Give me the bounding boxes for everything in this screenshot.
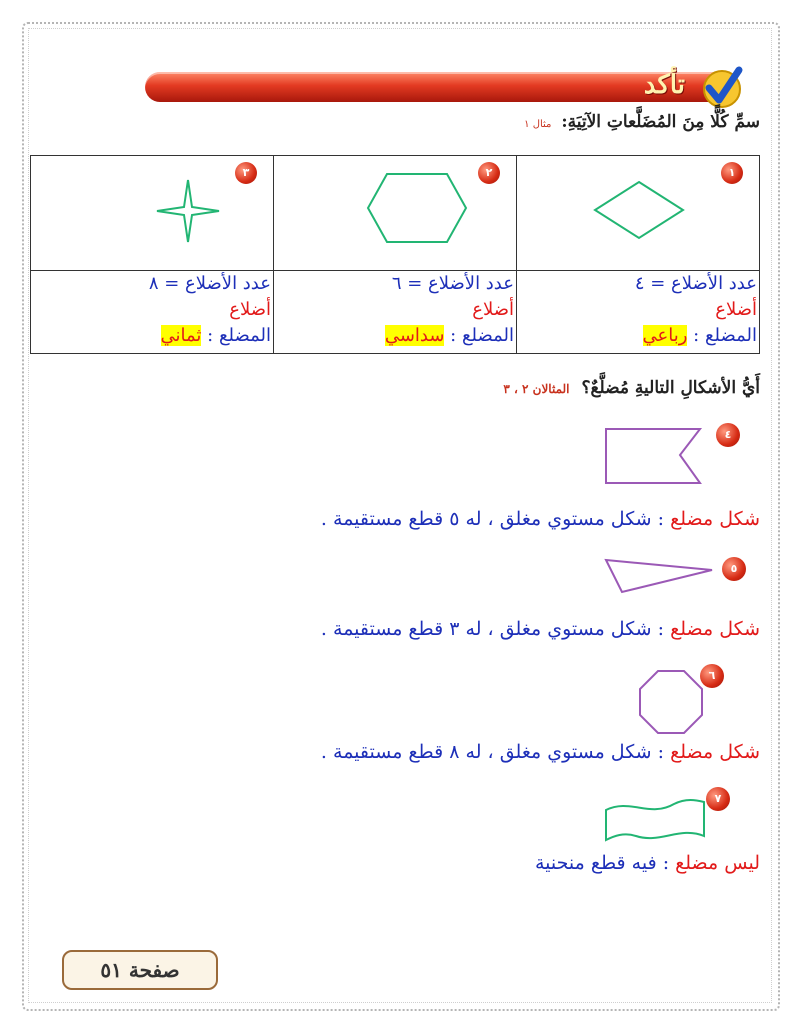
shape-cell-2 — [274, 156, 517, 271]
sides-count: عدد الأضلاع = ٨ — [148, 273, 271, 294]
exercise-number-badge: ٦ — [700, 664, 724, 688]
page-number-box: صفحة ٥١ — [62, 950, 218, 990]
header-title: تأكد — [643, 70, 685, 100]
exercise-number-badge: ٥ — [722, 557, 746, 581]
polygon-name-line — [276, 323, 514, 349]
answer-item-7 — [535, 852, 760, 874]
shape-cell-3 — [31, 156, 274, 271]
answer-label: شكل مضلع — [670, 618, 760, 640]
sides-word: أضلاع — [715, 299, 757, 320]
exercise-number-badge: ١ — [721, 162, 743, 184]
star-shape — [153, 176, 223, 246]
octagon-shape — [636, 667, 706, 737]
shape-cell-1 — [517, 156, 760, 271]
answer-cell-3 — [31, 271, 274, 354]
answer-explanation: : فيه قطع منحنية — [534, 852, 670, 874]
answer-cell-1 — [517, 271, 760, 354]
answer-label: شكل مضلع — [670, 741, 760, 763]
exercise-number-badge: ٤ — [716, 423, 740, 447]
curved-shape — [600, 796, 710, 846]
answer-explanation: : شكل مستوي مغلق ، له ٨ قطع مستقيمة . — [320, 741, 665, 763]
flag-pentagon-shape — [600, 425, 710, 495]
polygon-name: رباعي — [642, 325, 688, 346]
polygon-label: المضلع : — [207, 325, 271, 346]
answer-label: شكل مضلع — [670, 508, 760, 530]
polygon-name: سداسي — [384, 325, 445, 346]
rhombus-shape — [589, 176, 689, 246]
polygon-name-line — [33, 323, 271, 349]
polygon-name-line — [519, 323, 757, 349]
instruction-example-ref: مثال ١ — [524, 119, 552, 130]
answer-item-4 — [321, 508, 760, 530]
polygon-label: المضلع : — [693, 325, 757, 346]
sides-count: عدد الأضلاع = ٦ — [391, 273, 514, 294]
exercise-number-badge: ٢ — [478, 162, 500, 184]
triangle-shape — [600, 556, 720, 596]
polygon-label: المضلع : — [450, 325, 514, 346]
question-2-text: أَيُّ الأشكالِ التاليةِ مُضلَّعٌ؟ — [581, 378, 760, 398]
answer-cell-2 — [274, 271, 517, 354]
answer-explanation: : شكل مستوي مغلق ، له ٥ قطع مستقيمة . — [320, 508, 665, 530]
section-header — [145, 68, 745, 106]
answer-item-6 — [321, 741, 760, 763]
exercise-number-badge: ٧ — [706, 787, 730, 811]
answers-row — [31, 271, 760, 354]
question-2 — [503, 378, 760, 398]
sides-word: أضلاع — [229, 299, 271, 320]
checkmark-icon — [699, 64, 745, 110]
exercise-number-badge: ٣ — [235, 162, 257, 184]
question-2-example-ref: المثالان ٢ ، ٣ — [503, 382, 570, 396]
hexagon-shape — [362, 168, 472, 248]
shapes-row — [31, 156, 760, 271]
polygons-table — [30, 155, 760, 354]
answer-explanation: : شكل مستوي مغلق ، له ٣ قطع مستقيمة . — [320, 618, 665, 640]
answer-item-5 — [321, 618, 760, 640]
instruction — [524, 112, 760, 132]
sides-word: أضلاع — [472, 299, 514, 320]
sides-count: عدد الأضلاع = ٤ — [634, 273, 757, 294]
polygon-name: ثماني — [160, 325, 202, 346]
answer-label: ليس مضلع — [675, 852, 760, 874]
instruction-text: سمِّ كُلًّا مِنَ المُضَلَّعاتِ الآتِيَةِ: — [561, 112, 760, 132]
